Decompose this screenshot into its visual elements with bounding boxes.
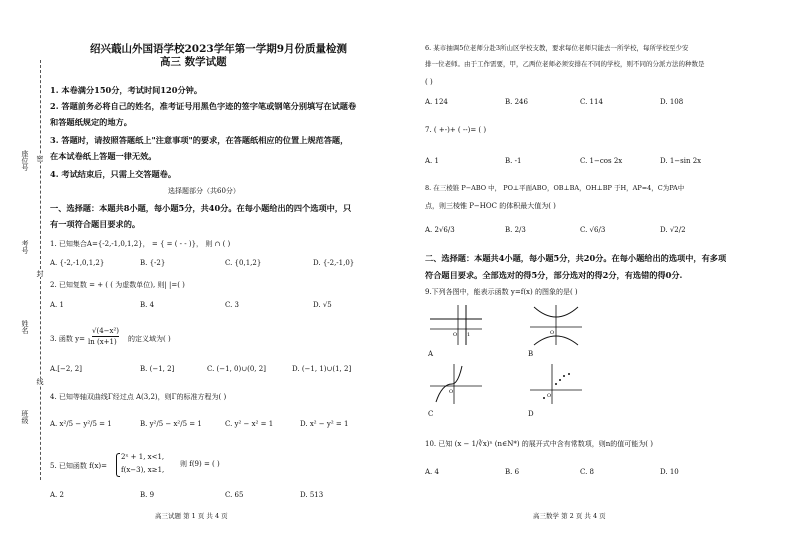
section2-heading-b: 符合题目要求。全部选对的得5分，部分选对的得2分，有选错的得0分.	[425, 270, 683, 280]
q3-stem-prefix: 3. 函数 y=	[50, 335, 85, 343]
q5-stem-suffix: 则 f(9) = ( )	[180, 460, 220, 468]
q4-opt-c: C. y² − x² = 1	[225, 420, 274, 428]
seal-char-1: 密	[36, 155, 44, 162]
q9-graph-d	[528, 362, 584, 406]
seat-label: 座位号	[21, 150, 29, 171]
q1-opt-c: C. {0,1,2}	[225, 259, 262, 267]
q2-opt-b: B. 4	[140, 301, 155, 309]
q6-opt-b: B. 246	[505, 98, 528, 106]
svg-text:1: 1	[467, 332, 471, 338]
q7-opt-b: B. -1	[505, 157, 522, 165]
q9-graph-a	[428, 303, 484, 347]
q5-case-2: f(x−3), x≥1,	[121, 466, 165, 474]
part1-heading: 选择题部分（共60分）	[168, 187, 240, 195]
note-1: 1. 本卷满分150分，考试时间120分钟。	[50, 85, 203, 95]
note-2b: 和答题纸规定的地方。	[50, 117, 132, 127]
q9-graph-c	[428, 362, 484, 406]
q7-stem: 7. ( +-)+ ( --)= ( )	[425, 126, 487, 134]
section1-heading-b: 有一项符合题目要求的。	[50, 219, 141, 229]
q5-opt-d: D. 513	[300, 491, 324, 499]
q8-opt-c: C. √6/3	[580, 226, 606, 234]
q4-opt-a: A. x²/5 − y²/5 = 1	[50, 420, 112, 428]
q3-opt-c: C. (−1, 0)∪(0, 2]	[207, 365, 266, 373]
q8-opt-a: A. 2√6/3	[425, 226, 455, 234]
q4-stem: 4. 已知等轴双曲线Γ经过点 A(3,2)，则Γ的标准方程为( )	[50, 393, 227, 401]
q10-opt-b: B. 6	[505, 468, 520, 476]
section2-heading: 二、选择题：本题共4小题，每小题5分，共20分。在每小题给出的选项中，有多项	[425, 253, 727, 263]
q6-stem-b: 排一位老师。由于工作需要，甲，乙两位老师必须安排在不同的学校，则不同的分派方法的种数是	[425, 60, 705, 68]
q9-label-c: C	[428, 410, 434, 418]
q3-opt-d: D. (−1, 1)∪(1, 2]	[292, 365, 352, 373]
q2-stem: 2. 已知复数 = + ( ( 为虚数单位), 则| |=( )	[50, 281, 185, 289]
q4-opt-b: B. y²/5 − x²/5 = 1	[140, 420, 202, 428]
q8-stem-a: 8. 在三棱锥 P−ABO 中， PO⊥平面ABO，OB⊥BA，OH⊥BP 于H，AP=4，C为PA中	[425, 184, 685, 192]
svg-text:O: O	[453, 332, 458, 338]
q6-opt-d: D. 108	[660, 98, 684, 106]
q3-stem-suffix: 的定义域为( )	[128, 335, 171, 343]
section1-heading: 一、选择题：本题共8小题，每小题5分，共40分。在每小题给出的四个选项中，只	[50, 203, 352, 213]
q10-opt-d: D. 10	[660, 468, 679, 476]
q9-label-a: A	[428, 350, 434, 358]
q6-stem-c: ( )	[425, 78, 433, 86]
q6-stem-a: 6. 某市抽调5位老师分赴3所山区学校支教，要求每位老师只能去一所学校，每所学校至少安	[425, 44, 689, 52]
class-label: 班级	[21, 410, 29, 424]
svg-text:O: O	[550, 330, 555, 336]
q9-stem: 9.下列各图中，能表示函数 y=f(x) 的图象的是( )	[425, 288, 578, 296]
note-3b: 在本试卷纸上答题一律无效。	[50, 151, 157, 161]
q10-opt-c: C. 8	[580, 468, 595, 476]
svg-text:O: O	[547, 393, 552, 399]
q9-graph-b	[528, 303, 584, 347]
q7-opt-a: A. 1	[425, 157, 439, 165]
q1-opt-b: B. {-2}	[140, 259, 166, 267]
left-footer: 高三试题 第 1 页 共 4 页	[155, 512, 228, 520]
note-2: 2. 答题前务必将自己的姓名，准考证号用黑色字迹的签字笔或钢笔分别填写在试题卷	[50, 101, 357, 111]
q7-opt-c: C. 1−cos 2x	[580, 157, 623, 165]
exam-subtitle: 高三 数学试题	[160, 56, 227, 68]
q5-stem-prefix: 5. 已知函数 f(x)=	[50, 462, 107, 470]
svg-text:O: O	[449, 389, 454, 395]
q1-stem: 1. 已知集合A={-2,-1,0,1,2}， = { = ( - - )}， 则 ∩ ( )	[50, 240, 231, 248]
q1-opt-a: A. {-2,-1,0,1,2}	[50, 259, 105, 267]
note-4: 4. 考试结束后，只需上交答题卷。	[50, 169, 177, 179]
q3-numerator: √(4−x²)	[92, 327, 119, 335]
q5-opt-c: C. 65	[225, 491, 244, 499]
exam-id-label: 考号	[21, 240, 29, 254]
name-label: 姓名	[21, 320, 29, 334]
q1-opt-d: D. {-2,-1,0}	[313, 259, 355, 267]
q2-opt-d: D. √5	[313, 301, 332, 309]
q2-opt-c: C. 3	[225, 301, 240, 309]
q3-opt-b: B. (−1, 2]	[140, 365, 175, 373]
q8-stem-b: 点，则三棱锥 P−HOC 的体积最大值为( )	[425, 202, 556, 210]
exam-title: 绍兴蕺山外国语学校2023学年第一学期9月份质量检测	[90, 43, 348, 55]
q3-denominator: ln (x+1)	[88, 338, 117, 346]
q7-opt-d: D. 1−sin 2x	[660, 157, 702, 165]
q3-opt-a: A.[−2, 2]	[50, 365, 82, 373]
q9-label-d: D	[528, 410, 534, 418]
right-footer: 高三数学 第 2 页 共 4 页	[533, 512, 606, 520]
q8-opt-d: D. √2/2	[660, 226, 686, 234]
q6-opt-a: A. 124	[425, 98, 448, 106]
q5-opt-b: B. 9	[140, 491, 155, 499]
seal-char-2: 封	[36, 270, 44, 277]
q6-opt-c: C. 114	[580, 98, 603, 106]
q10-stem: 10. 已知 (x − 1/∛x)ⁿ (n∈N*) 的展开式中含有常数项，则n的值可能为( )	[425, 440, 653, 448]
q10-opt-a: A. 4	[425, 468, 439, 476]
q5-opt-a: A. 2	[50, 491, 64, 499]
seal-char-3: 线	[36, 378, 44, 385]
q5-case-1: 2ˣ + 1, x<1,	[121, 453, 165, 461]
q9-label-b: B	[528, 350, 534, 358]
q5-brace	[116, 453, 120, 477]
q8-opt-b: B. 2/3	[505, 226, 526, 234]
note-3: 3. 答题时，请按照答题纸上"注意事项"的要求，在答题纸相应的位置上规范答题，	[50, 135, 349, 145]
q4-opt-d: D. x² − y² = 1	[300, 420, 349, 428]
q2-opt-a: A. 1	[50, 301, 64, 309]
